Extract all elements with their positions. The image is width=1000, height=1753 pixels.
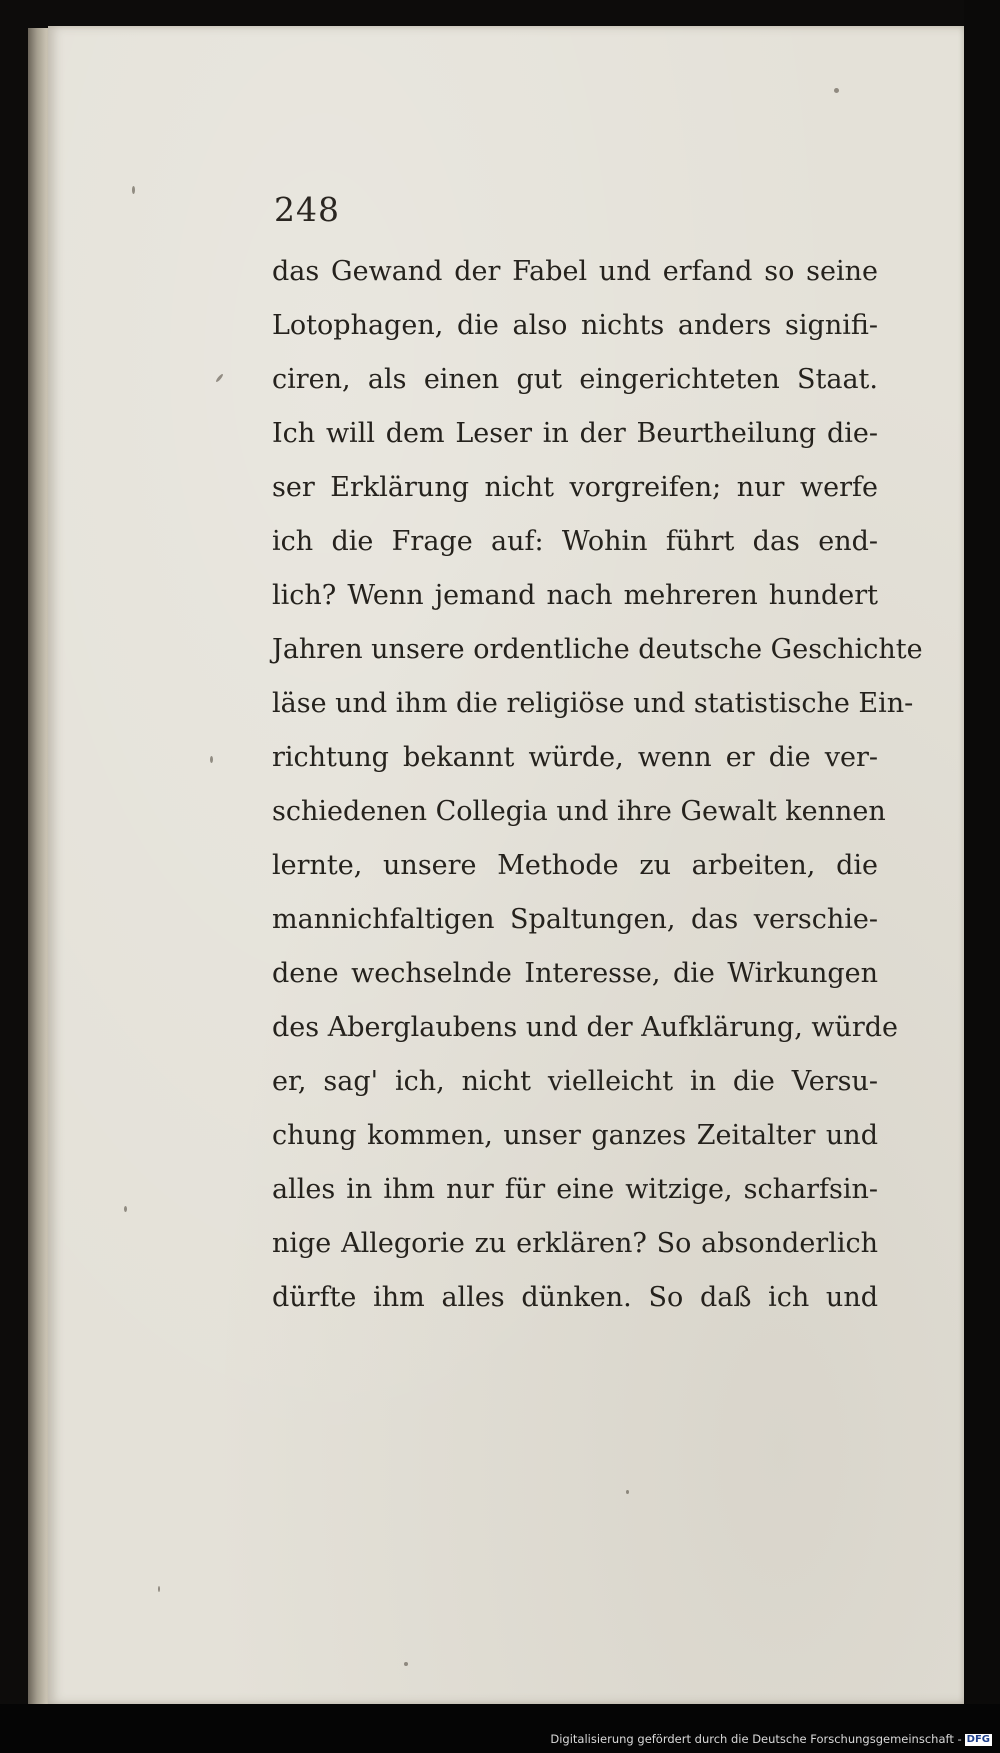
text-line: lich? Wenn jemand nach mehreren hundert — [272, 580, 878, 611]
text-line: nige Allegorie zu erklären? So absonderlich — [272, 1228, 878, 1259]
text-line: lernte, unsere Methode zu arbeiten, die — [272, 850, 878, 881]
paper-speck — [158, 1586, 160, 1592]
text-line: schiedenen Collegia und ihre Gewalt kennen — [272, 796, 886, 827]
text-line: läse und ihm die religiöse und statistische Ein- — [272, 688, 914, 719]
text-line: ciren, als einen gut eingerichteten Staat. — [272, 364, 878, 395]
text-line: mannichfaltigen Spaltungen, das verschie- — [272, 904, 878, 935]
digitization-credit — [550, 1732, 992, 1746]
text-line: das Gewand der Fabel und erfand so seine — [272, 256, 878, 287]
paper-speck — [132, 186, 135, 194]
text-line: Ich will dem Leser in der Beurtheilung die- — [272, 418, 878, 449]
text-line: dene wechselnde Interesse, die Wirkungen — [272, 958, 878, 989]
page-number: 248 — [274, 190, 340, 229]
paper-speck — [834, 88, 839, 93]
text-line: dürfte ihm alles dünken. So daß ich und — [272, 1282, 878, 1313]
text-line: er, sag' ich, nicht vielleicht in die Versu- — [272, 1066, 878, 1097]
paper-speck — [124, 1206, 127, 1212]
credit-text: Digitalisierung gefördert durch die Deutsche Forschungsgemeinschaft - — [550, 1732, 962, 1746]
body-text — [272, 245, 923, 1325]
paper-speck — [210, 756, 213, 763]
scan-background-right — [964, 0, 1000, 1704]
text-line: richtung bekannt würde, wenn er die ver- — [272, 742, 878, 773]
text-line: des Aberglaubens und der Aufklärung, würde — [272, 1012, 899, 1043]
text-line: ich die Frage auf: Wohin führt das end- — [272, 526, 878, 557]
paper-speck — [404, 1662, 408, 1666]
paper-speck — [215, 373, 224, 383]
text-line: alles in ihm nur für eine witzige, scharfsin- — [272, 1174, 878, 1205]
text-line: ser Erklärung nicht vorgreifen; nur werfe — [272, 472, 878, 503]
text-line: Lotophagen, die also nichts anders signifi- — [272, 310, 878, 341]
text-line: Jahren unsere ordentliche deutsche Geschichte — [272, 634, 923, 665]
text-line: chung kommen, unser ganzes Zeitalter und — [272, 1120, 878, 1151]
paper-speck — [626, 1490, 629, 1494]
dfg-logo: DFG — [966, 1734, 990, 1745]
